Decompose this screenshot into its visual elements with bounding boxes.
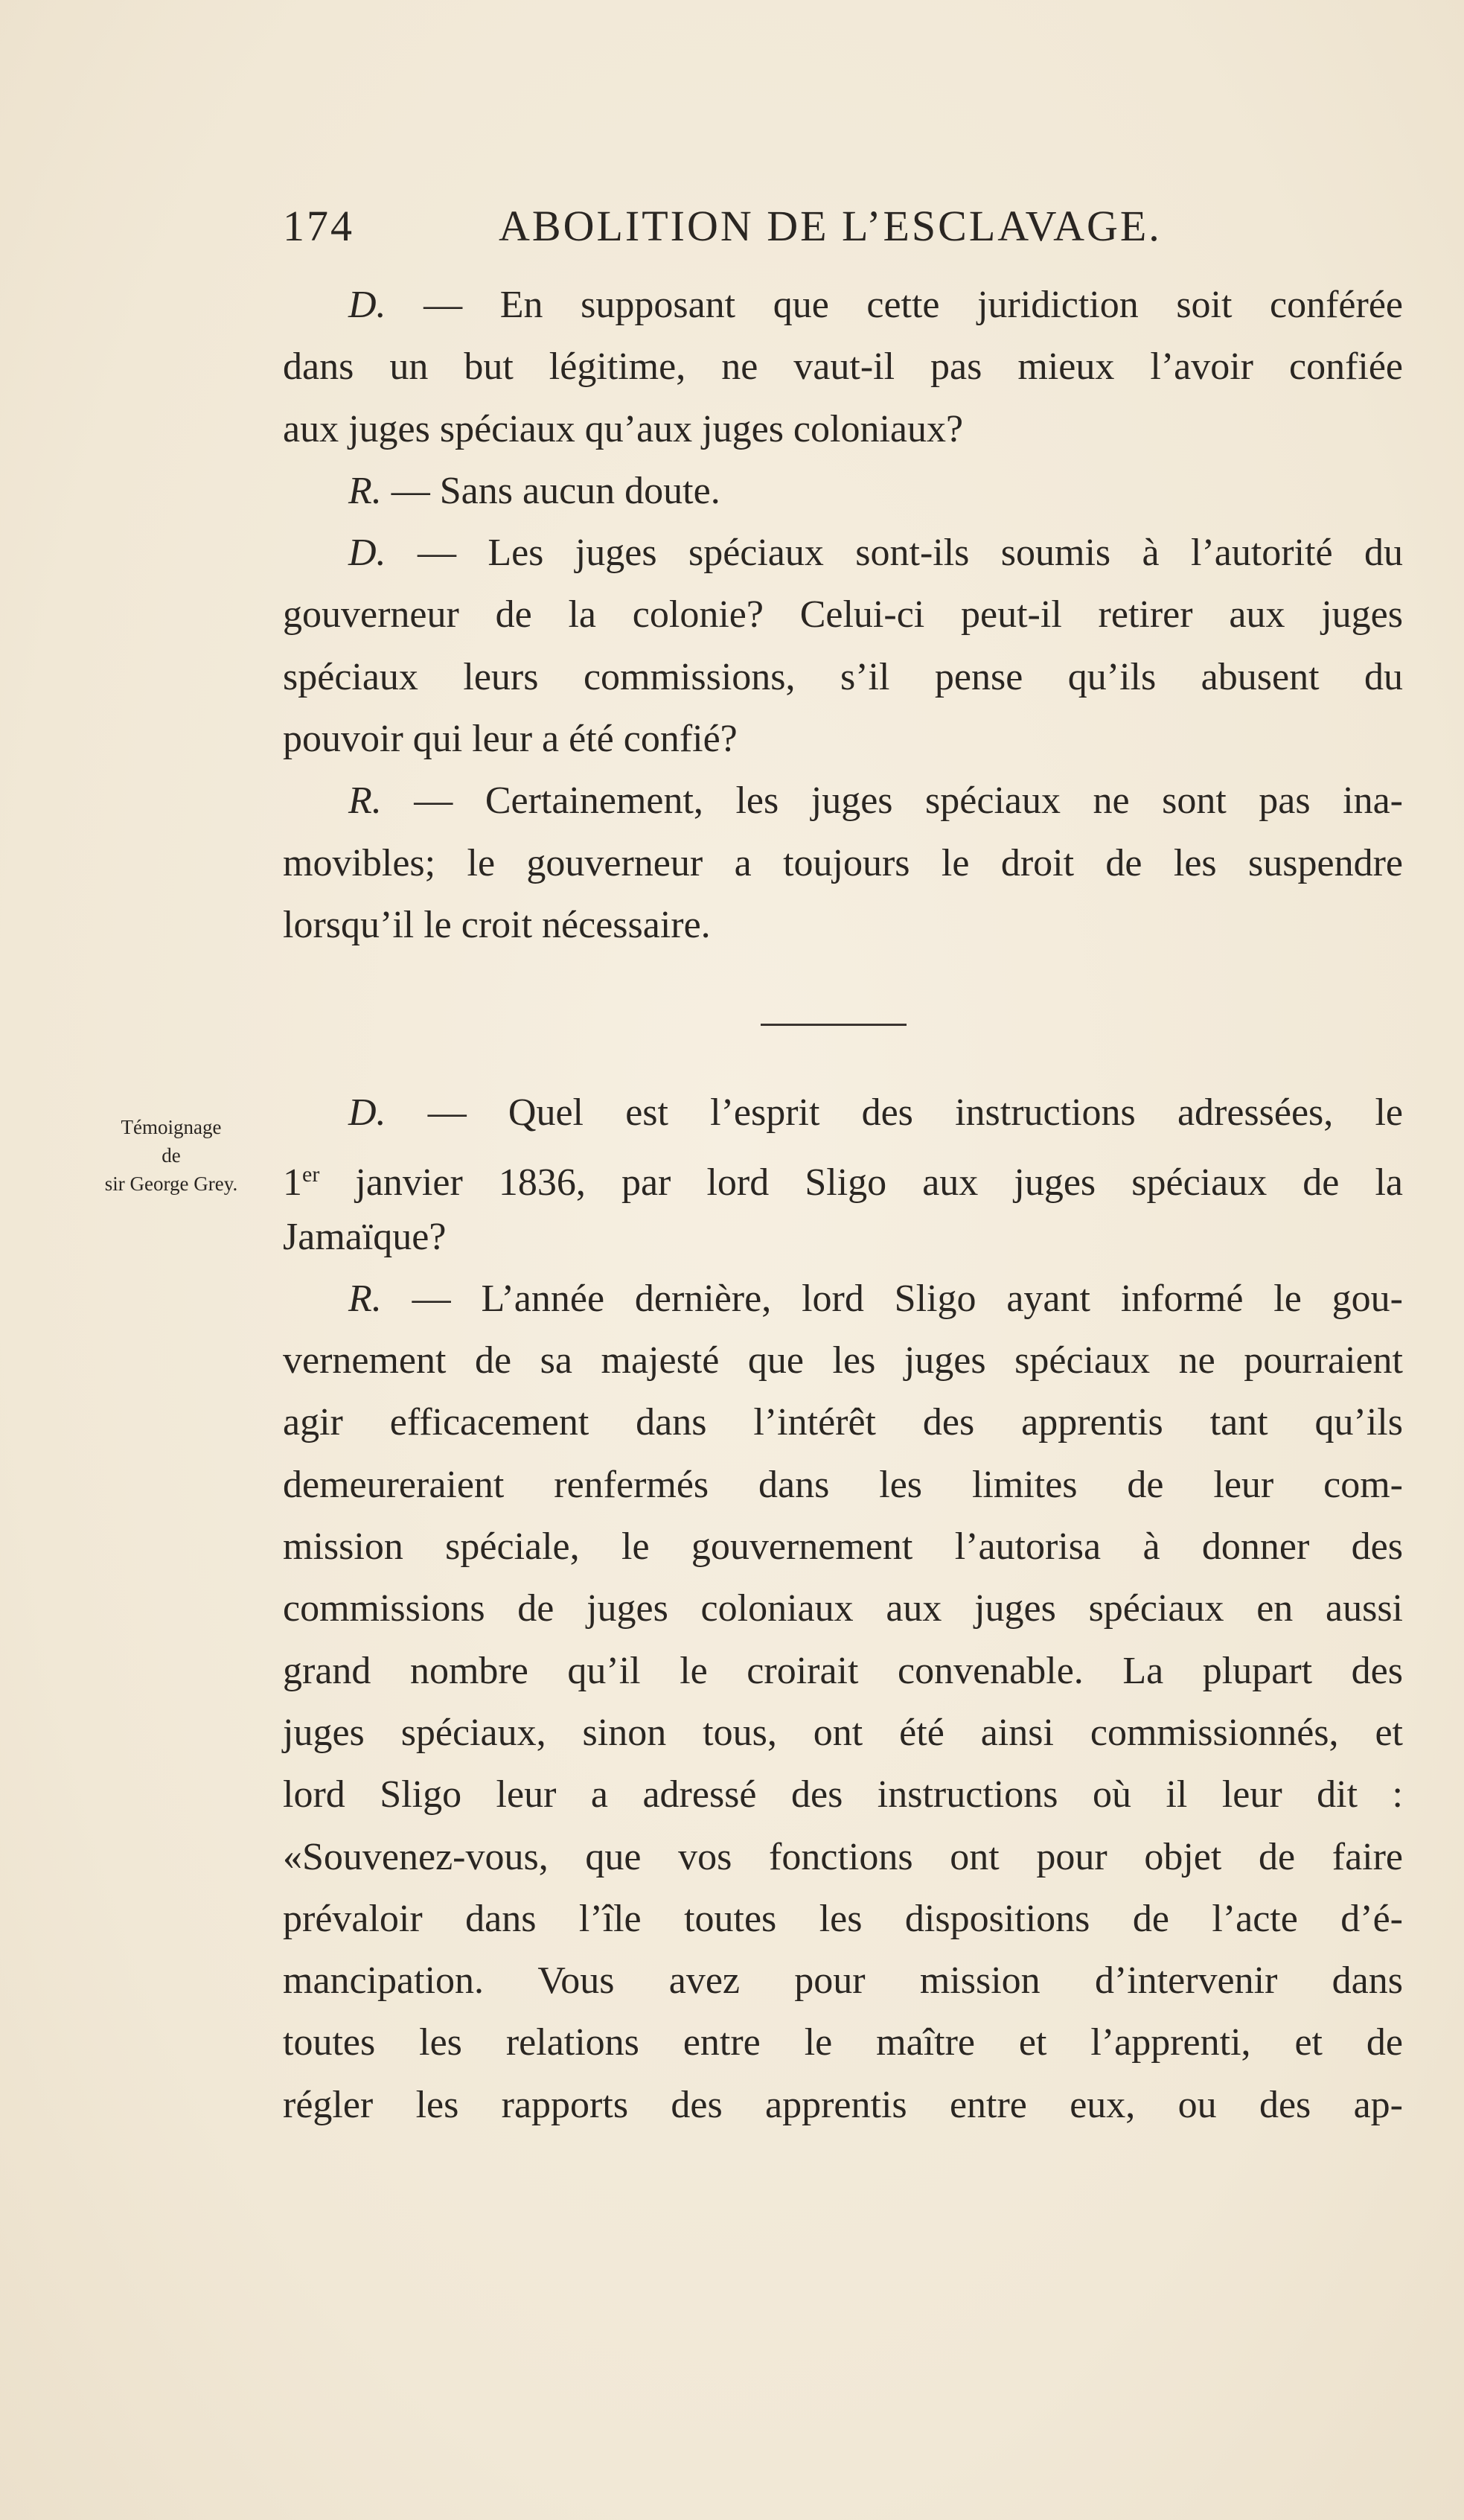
text-line: movibles; le gouverneur a toujours le droit de les suspendre [283,841,1403,884]
speaker-label: R. [348,469,382,512]
text-line: lorsqu’il le croit nécessaire. [283,903,711,946]
speaker-label: D. [348,532,386,575]
text-line: Jamaïque? [283,1215,447,1258]
text-line: mission spéciale, le gouvernement l’autorisa à donner des [283,1525,1403,1569]
text-line: prévaloir dans l’île toutes les dispositions de l’acte d’é- [283,1897,1403,1940]
ordinal-superscript: er [302,1162,320,1187]
text-line: toutes les relations entre le maître et l’apprenti, et de [283,2021,1403,2064]
section-divider [761,1024,907,1026]
text-line: demeureraient renfermés dans les limites de leur com- [283,1463,1403,1506]
text-line: R. — Certainement, les juges spéciaux ne sont pas ina- [348,779,1403,823]
speaker-label: D. [348,1091,386,1134]
page-number: 174 [283,202,354,250]
margin-note-line: Témoignage [121,1116,222,1138]
text-line: D. — En supposant que cette juridiction soit conférée [348,284,1403,326]
text-line: pouvoir qui leur a été confié? [283,718,738,761]
text-line: R. — Sans aucun doute. [348,469,720,512]
text-line: lord Sligo leur a adressé des instructions où il leur dit : [283,1773,1403,1816]
text-line: dans un but légitime, ne vaut-il pas mieux l’avoir confiée [283,345,1403,389]
text-line: grand nombre qu’il le croirait convenable. La plupart des [283,1649,1403,1692]
margin-note-line: sir George Grey. [104,1173,238,1195]
text-line: agir efficacement dans l’intérêt des apprentis tant qu’ils [283,1401,1403,1444]
speaker-label: R. [348,779,382,823]
text-line: D. — Quel est l’esprit des instructions adressées, le [348,1091,1403,1134]
text-line: commissions de juges coloniaux aux juges spéciaux en aussi [283,1587,1403,1630]
text-line: aux juges spéciaux qu’aux juges coloniaux? [283,407,964,450]
text-line: «Souvenez-vous, que vos fonctions ont pour objet de faire [283,1835,1403,1878]
speaker-label: D. [348,284,386,326]
text-line: vernement de sa majesté que les juges spéciaux ne pourraient [283,1339,1403,1382]
text-line: R. — L’année dernière, lord Sligo ayant informé le gou- [348,1277,1403,1320]
speaker-label: R. [348,1277,382,1320]
dialogue-block-1 [283,274,1403,956]
text-line: 1er janvier 1836, par lord Sligo aux juges spéciaux de la [283,1161,1403,1205]
text-line: mancipation. Vous avez pour mission d’intervenir dans [283,1959,1403,2003]
dialogue-block-2 [283,1082,1403,2136]
text-line: juges spéciaux, sinon tous, ont été ainsi commissionnés, et [283,1711,1403,1754]
running-head [283,201,1191,261]
margin-note [82,1113,260,1198]
text-line: spéciaux leurs commissions, s’il pense qu’ils abusent du [283,655,1403,698]
running-title: ABOLITION DE L’ESCLAVAGE. [499,202,1162,250]
text-line: D. — Les juges spéciaux sont-ils soumis à l’autorité du [348,532,1403,575]
text-line: gouverneur de la colonie? Celui-ci peut-il retirer aux juges [283,593,1403,637]
margin-note-line: de [162,1144,181,1167]
text-line: régler les rapports des apprentis entre eux, ou des ap- [283,2083,1403,2126]
